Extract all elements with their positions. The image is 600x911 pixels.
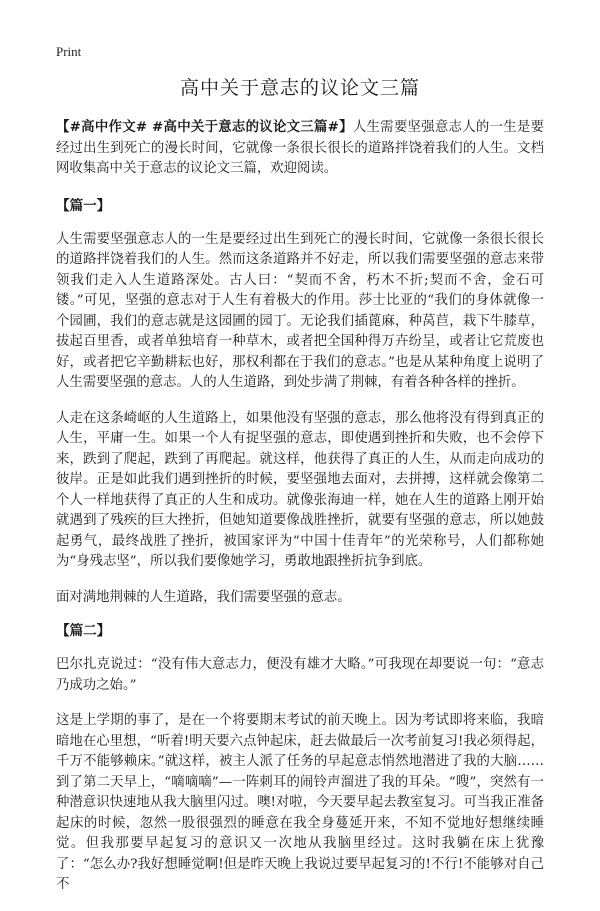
page-title: 高中关于意志的议论文三篇 — [179, 77, 420, 99]
print-link[interactable]: Print — [56, 44, 82, 59]
document-body — [56, 74, 544, 911]
section-2-heading: 【篇二】 — [56, 623, 111, 639]
section-1-paragraph-1: 人生需要坚强意志人的一生是要经过出生到死亡的漫长时间，它就像一条很长很长的道路拌饶着我们的人生。然而这条道路并不好走，所以我们需要坚强的意志来带领我们走入人生道路深处。古人曰：“契而不舍，朽木不折;契而不舍，金石可镂。”可见，坚强的意志对于人生有着极大的作用。莎士比亚的“我们的身体就像一个园圃，我们的意志就是这园圃的园丁。无论我们插蓖麻，种莴苣，栽下牛膝草，拔起百里香，或者单独培育一种草木，或者把全国种得万卉纷呈，或者让它荒废也好，或者把它辛勤耕耘也好，那权利都在于我们的意志。”也是从某种角度上说明了人生需要坚强的意志。人的人生道路，到处步满了荆棘，有着各种各样的挫折。 — [56, 231, 544, 390]
intro-paragraph — [56, 117, 544, 180]
intro-tags: 【#高中作文# #高中关于意志的议论文三篇#】 — [56, 119, 353, 135]
section-1-paragraph-2: 人走在这条崎岖的人生道路上，如果他没有坚强的意志，那么他将没有得到真正的人生，平庸一生。如果一个人有捉坚强的意志，即使遇到挫折和失败，也不会停下来，跌到了爬起，跌到了再爬起。就这样，他获得了真正的人生，从而走向成功的彼岸。正是如此我们遇到挫折的时候，要坚强地去面对，去拼搏，这样就会像第二个人一样地获得了真正的人生和成功。就像张海迪一样，她在人生的道路上刚开始就遇到了残疾的巨大挫折，但她知道要像战胜挫折，就要有坚强的意志，所以她鼓起勇气，最终战胜了挫折，被国家评为“中国十佳青年”的光荣称号，人们都称她为“身残志坚”，所以我们要像她学习，勇敢地跟挫折抗争到底。 — [56, 410, 544, 569]
section-2-paragraph-1: 巴尔扎克说过：“没有伟大意志力，便没有雄才大略。”可我现在却要说一句：“意志乃成功之始。” — [56, 657, 544, 693]
section-2-paragraph-2: 这是上学期的事了，是在一个将要期末考试的前天晚上。因为考试即将来临，我暗暗地在心里想，“听着!明天要六点钟起床，赶去做最后一次考前复习!我必须得起，千万不能够赖床。”就这样，被主人派了任务的早起意志悄然地潜进了我的大脑……到了第二天早上，“嘀嘀嘀”—一阵刺耳的闹铃声溜进了我的耳朵。“嗖”，突然有一种潜意识快速地从我大脑里闪过。噢!对啦，今天要早起去教室复习。可当我正准备起床的时候，忽然一股很强烈的睡意在我全身蔓延开来，不知不觉地好想继续睡觉。但我那要早起复习的意识又一次地从我脑里经过。这时我躺在床上犹豫了：“怎么办?我好想睡觉啊!但是昨天晚上我说过要早起复习的!不行!不能够对自己不 — [56, 713, 544, 892]
section-1-paragraph-3: 面对满地荆棘的人生道路，我们需要坚强的意志。 — [56, 589, 351, 605]
intro-text: 人生需要坚强意志人的一生是要经过出生到死亡的漫长时间，它就像一条很长很长的道路拌饶着我们的人生。文档网收集高中关于意志的议论文三篇，欢迎阅读。 — [56, 120, 544, 176]
section-1-heading: 【篇一】 — [56, 197, 111, 214]
